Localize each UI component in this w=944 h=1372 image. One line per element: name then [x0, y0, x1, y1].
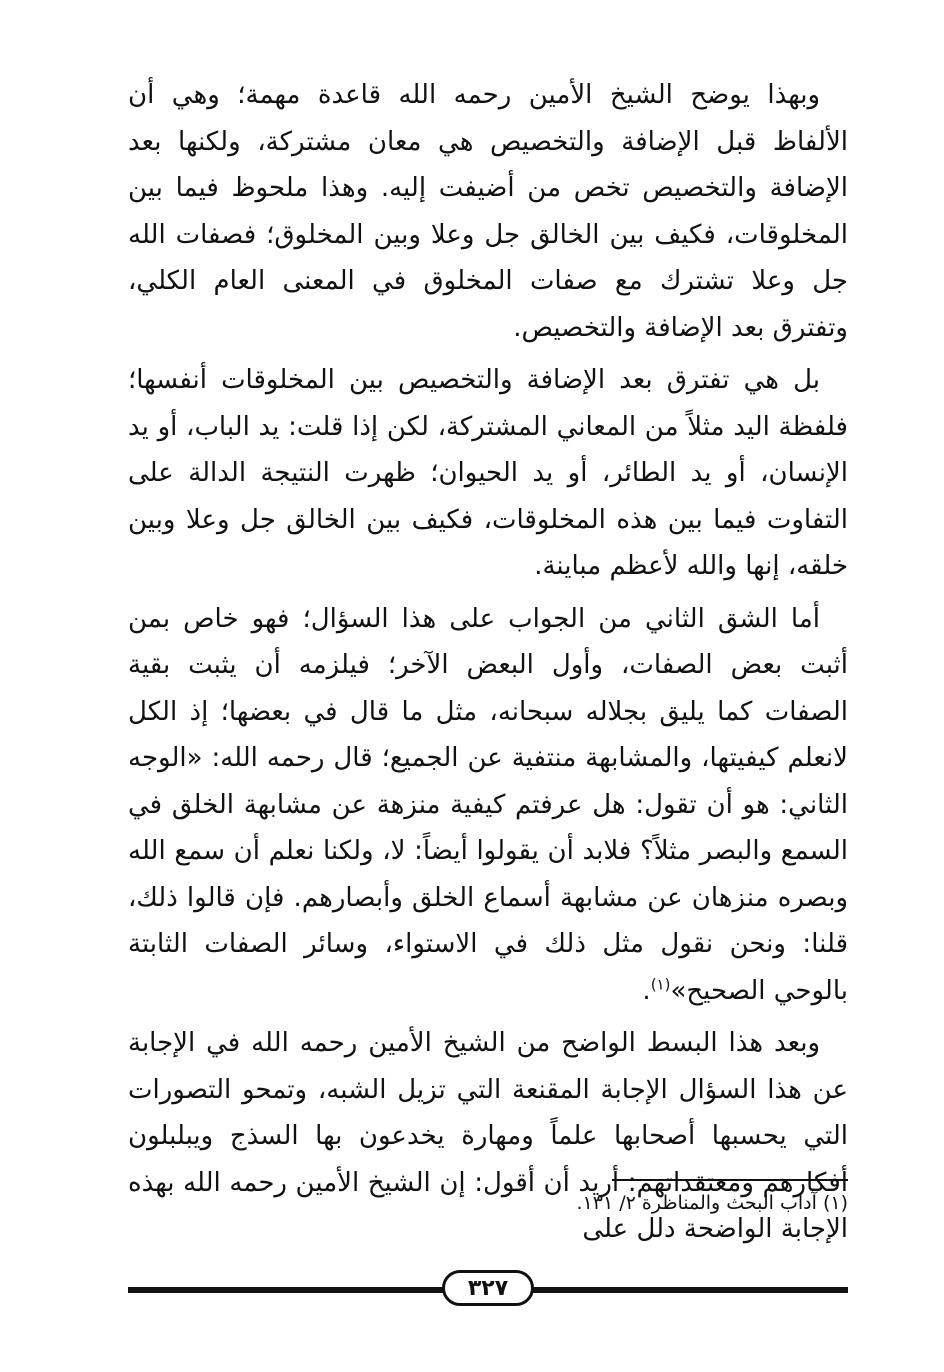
paragraph-2-text: بل هي تفترق بعد الإضافة والتخصيص بين المخلوقات أنفسها؛ فلفظة اليد مثلاً من المعاني المشتركة، لكن إذا قلت: يد الباب، أو يد الإنسان، أو يد الطائر، أو يد الحيوان؛ ظهرت النتيجة الدالة على التفاوت فيما بين هذه المخلوقات، فكيف بين الخالق جل وعلا وبين خلقه، إنها والله لأعظم مباينة.: [128, 365, 848, 581]
main-text: [128, 72, 848, 1259]
paragraph-3: [128, 596, 848, 1015]
paragraph-4: [128, 1020, 848, 1253]
paragraph-1-text: وبهذا يوضح الشيخ الأمين رحمه الله قاعدة مهمة؛ وهي أن الألفاظ قبل الإضافة والتخصيص هي معان مشتركة، ولكنها بعد الإضافة والتخصيص تخص من أضيفت إليه. وهذا ملحوظ فيما بين المخلوقات، فكيف بين الخالق جل وعلا وبين المخلوق؛ فصفات الله جل وعلا تشترك مع صفات المخلوق في المعنى العام الكلي، وتفترق بعد الإضافة والتخصيص.: [128, 80, 848, 343]
footer-rule-right: [532, 1287, 848, 1293]
footnote-separator: [612, 1179, 848, 1181]
footnote-reference: (١): [650, 974, 671, 993]
paragraph-3-tail: .: [642, 975, 651, 1006]
footer-rule-left: [128, 1287, 444, 1293]
paragraph-3-text: أما الشق الثاني من الجواب على هذا السؤال؛ فهو خاص بمن أثبت بعض الصفات، وأول البعض الآخر؛ فيلزمه أن يثبت بقية الصفات كما يليق بجلاله سبحانه، مثل ما قال في بعضها؛ إذ الكل لانعلم كيفيتها، والمشابهة منتفية عن الجميع؛ قال رحمه الله: «الوجه الثاني: هو أن تقول: هل عرفتم كيفية منزهة عن مشابهة الخلق في السمع والبصر مثلاً؟ فلابد أن يقولوا أيضاً: لا، ولكنا نعلم أن سمع الله وبصره منزهان عن مشابهة أسماع الخلق وأبصارهم. فإن قالوا ذلك، قلنا: ونحن نقول مثل ذلك في الاستواء، وسائر الصفات الثابتة بالوحي الصحيح»: [128, 603, 848, 1006]
footnote: (١) آداب البحث والمناظرة ٢/ ١٣١.: [576, 1192, 848, 1214]
paragraph-4-text: وبعد هذا البسط الواضح من الشيخ الأمين رحمه الله في الإجابة عن هذا السؤال الإجابة المقنعة التي تزيل الشبه، وتمحو التصورات التي يحسبها أصحابها علماً ومهارة يخدعون بها السذج ويبلبلون أفكارهم ومعتقداتهم: أريد أن أقول: إن الشيخ الأمين رحمه الله بهذه الإجابة الواضحة دلل على: [128, 1028, 848, 1244]
paragraph-1: [128, 72, 848, 351]
page-number: ٣٢٧: [442, 1270, 534, 1306]
paragraph-2: [128, 357, 848, 590]
